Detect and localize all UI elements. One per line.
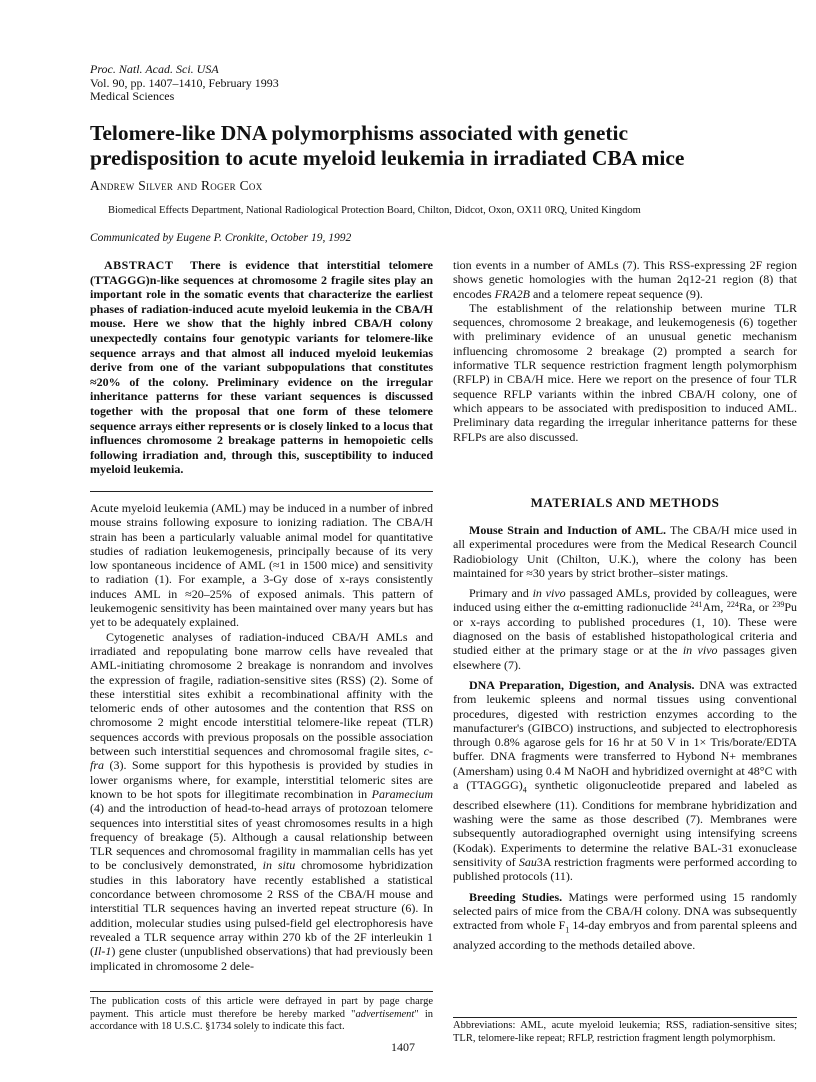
publication-cost-note: The publication costs of this article were defrayed in part by page charge payment. This article must therefore be hereby marked "advertisement" in accordance with 18 U.S.C. §1734 solely to indicate this fact. bbox=[90, 996, 433, 1032]
page-number: 1407 bbox=[391, 1040, 415, 1054]
methods-heading: MATERIALS AND METHODS bbox=[530, 495, 720, 510]
article-title: Telomere-like DNA polymorphisms associated with genetic predisposition to acute myeloid leukemia in irradiated CBA mice bbox=[90, 121, 685, 170]
methods-dna: DNA Preparation, Digestion, and Analysis. DNA was extracted from leukemic spleens and normal tissues using conventional procedures, digested with restriction enzymes according to the manufacturer's (GIBCO) instructions, and subjected to electrophoresis through 0.8% agarose gels for 16 hr at 50 V in 1× Tris/borate/EDTA buffer. DNA fragments were transferred to Hybond N+ membranes (Amersham) using 0.4 M NaOH and hybridized overnight at 48°C with a $(TTAGGG)_4$ synthetic oligonucleotide prepared and labeled as described elsewhere (11). Conditions for membrane hybridization and washing were the same as those described (7). Membranes were subsequently autoradiographed overnight using intensifying screens (Kodak). Experiments to determine the relative BAL-31 exonuclease sensitivity of Sau3A restriction fragments were performed according to published protocols (11). bbox=[453, 677, 798, 884]
abstract-text: There is evidence that interstitial telomere (TTAGGG)n-like sequences at chromosome 2 fragile sites play an important role in the somatic events that characterize the earliest phases of radiation-induced acute myeloid leukemia in the CBA/H mouse. Here we show that the highly inbred CBA/H colony unexpectedly contains four genotypic variants for telomere-like sequence arrays and that almost all induced myeloid leukemias derive from one of the variant subpopulations that constitutes ≈20% of the colony. Preliminary evidence on the irregular inheritance patterns for these variant sequences is discussed together with the proposal that one form of these telomere sequence arrays either represents or is closely linked to a locus that influences chromosome 2 breakage patterns in hemopoietic cells following irradiation and, through this, susceptibility to induced myeloid leukemia. bbox=[90, 258, 433, 477]
intro-left bbox=[90, 501, 433, 973]
journal-name: Proc. Natl. Acad. Sci. USA bbox=[90, 62, 219, 76]
abstract bbox=[90, 258, 433, 477]
methods-primary-aml: Primary and in vivo passaged AMLs, provided by colleagues, were induced using either the α-emitting radionuclide $^{241}$Am, $^{224}$Ra, or $^{239}$Pu or x-rays according to published procedures (1, 10). These were diagnosed on the basis of established histopathological criteria and studied either at the primary stage or at the in vivo passages given elsewhere (7). bbox=[453, 586, 797, 672]
footnote-rule-right bbox=[453, 1017, 797, 1018]
intro-paragraph-1: Acute myeloid leukemia (AML) may be induced in a number of inbred mouse strains following exposure to ionizing radiation. The CBA/H strain has been a particularly valuable animal model for quantitative studies of radiation leukemogenesis, principally because of its very low spontaneous incidence of AML (≈1 in 1500 mice) and sensitivity to radiation (1). For example, a 3-Gy dose of x-rays consistently induces AML in ≈20–25% of exposed animals. This pattern of leukemogenic sensitivity has been maintained over many years but has yet to be adequately explained. bbox=[90, 501, 433, 630]
intro-paragraph-3: The establishment of the relationship between murine TLR sequences, chromosome 2 breakage, and leukemogenesis (6) together with preliminary evidence of an unusual genetic mechanism influencing chromosome 2 breakage (2) prompted a search for informative TLR sequence restriction fragment length polymorphism (RFLP) in CBA/H mice. Here we report on the presence of four TLR sequence RFLP variants within the inbred CBA/H colony, one of which appears to be associated with predisposition to induced AML. Preliminary data regarding the irregular inheritance patterns for these RFLPs are also discussed. bbox=[453, 300, 797, 444]
affiliation: Biomedical Effects Department, National Radiological Protection Board, Chilton, Didcot, Oxon, OX11 0RQ, United Kingdom bbox=[108, 205, 641, 216]
abstract-label: ABSTRACT bbox=[104, 258, 174, 272]
intro-paragraph-2: Cytogenetic analyses of radiation-induced CBA/H AMLs and irradiated and repopulating bone marrow cells have revealed that AML-initiating chromosome 2 breakage is nonrandom and involves the expression of fragile, radiation-sensitive sites (RSS) (2). Some of these interstitial sites exhibit a recombinational affinity with the telomeric ends of other autosomes and the contention that RSS on chromosome 2 might encode interstitial telomere-like repeat (TLR) sequences accords with previous proposals on the possible association between such interstitial sequences and chromosomal fragile sites, c-fra (3). Some support for this hypothesis is provided by studies in lower organisms where, for example, interstitial telomeric sites are known to be hot spots for illegitimate recombination in Paramecium (4) and the introduction of head-to-head arrays of protozoan telomere sequences into interstitial sites of yeast chromosomes results in a high frequency of breakage (5). Although a causal relationship between TLR sequences and chromosomal fragility in mammalian cells has yet to be conclusively demonstrated, in situ chromosome hybridization studies in this laboratory have recently established a statistical concordance between chromosome 2 RSS of the CBA/H mouse and interstitial TLR sequences having an inverted repeat structure (6). In addition, molecular studies using pulsed-field gel electrophoresis have revealed a TLR sequence array within 270 kb of the 2F interleukin 1 (Il-1) gene cluster (unpublished observations) that had previously been implicated in chromosome 2 dele- bbox=[90, 629, 433, 973]
journal-header bbox=[90, 63, 279, 104]
authors: Andrew Silver and Roger Cox bbox=[90, 178, 263, 193]
methods-mouse-strain: Mouse Strain and Induction of AML. The CBA/H mice used in all experimental procedures were from the Medical Research Council Radiobiology Unit (Chilton, U.K.), where the colony has been maintained for ≈30 years by strict brother–sister matings. bbox=[453, 523, 797, 580]
journal-volume: Vol. 90, pp. 1407–1410, February 1993 bbox=[90, 75, 279, 90]
intro-continued: tion events in a number of AMLs (7). This RSS-expressing 2F region shows genetic homologies with the human 2q12-21 region (8) that encodes FRA2B and a telomere repeat sequence (9). bbox=[453, 258, 797, 301]
intro-right bbox=[453, 258, 797, 444]
methods-body bbox=[453, 523, 797, 952]
abbreviations-note: Abbreviations: AML, acute myeloid leukemia; RSS, radiation-sensitive sites; TLR, telomere-like repeat; RFLP, restriction fragment length polymorphism. bbox=[453, 1020, 797, 1044]
journal-section: Medical Sciences bbox=[90, 89, 175, 103]
footnote-rule-left bbox=[90, 991, 433, 992]
methods-breeding: Breeding Studies. Matings were performed using 15 randomly selected pairs of mice from the CBA/H colony. DNA was subsequently extracted from whole $F_1$ 14-day embryos and from parental spleens and analyzed according to the methods detailed above. bbox=[453, 889, 797, 952]
abstract-rule bbox=[90, 491, 433, 492]
communicated-by: Communicated by Eugene P. Cronkite, October 19, 1992 bbox=[90, 232, 352, 244]
